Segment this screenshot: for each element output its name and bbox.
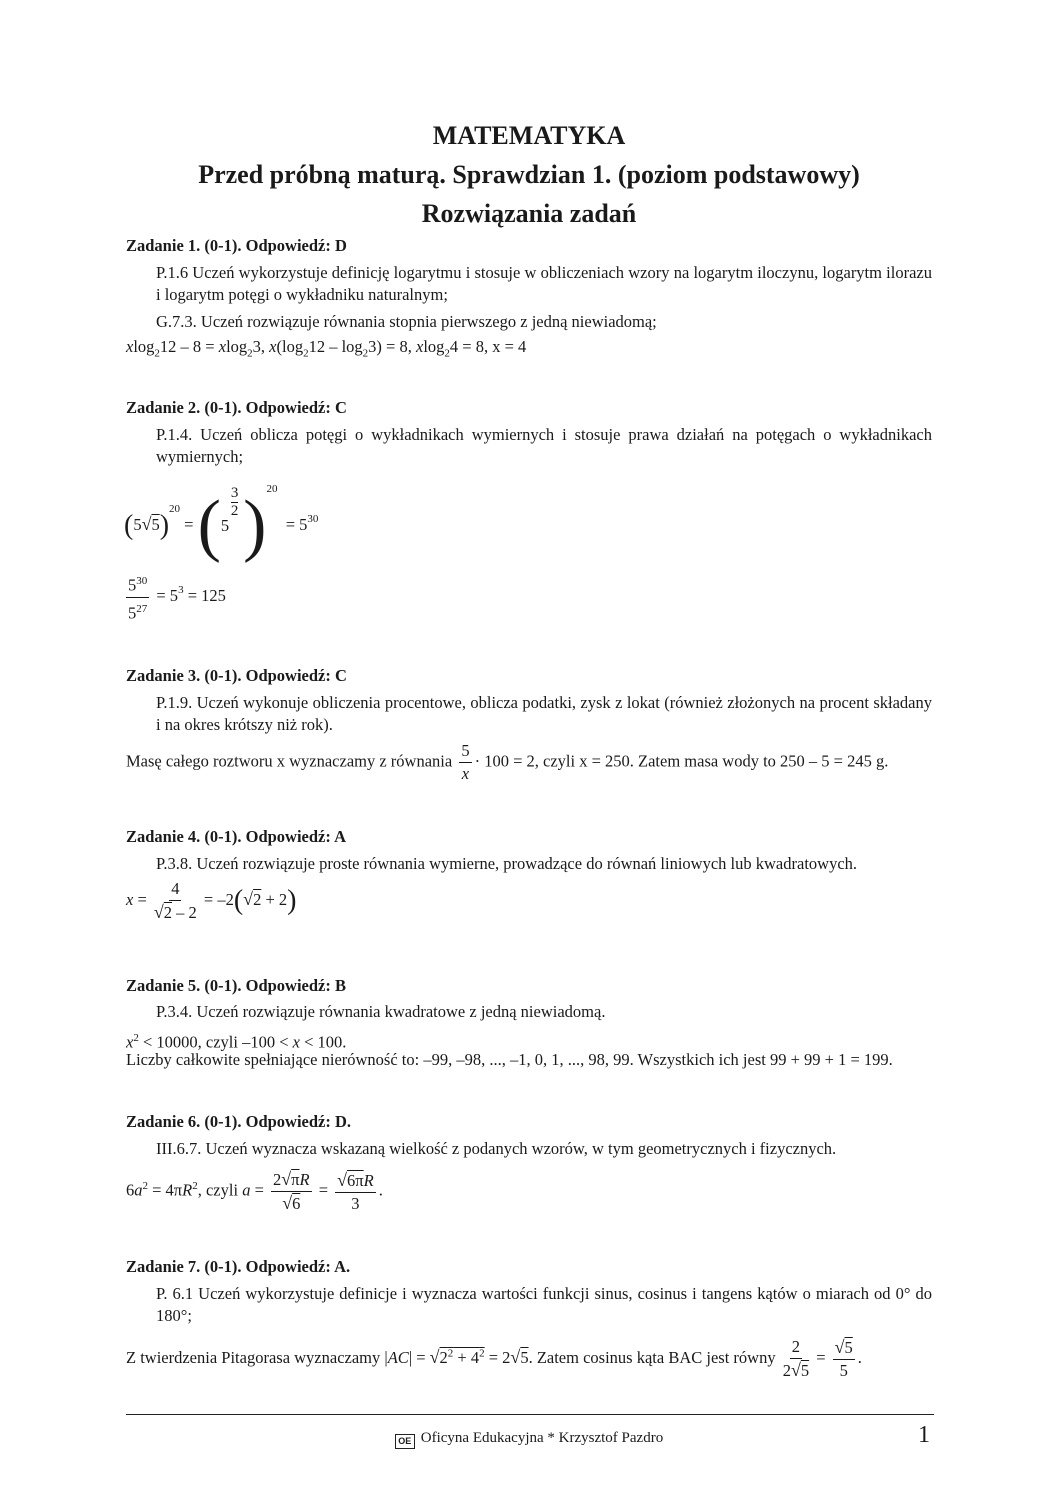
task-7-requirement: P. 6.1 Uczeń wykorzystuje definicje i wyznacza wartości funkcji sinus, cosinus i tangens kątów o miarach od 0° do 180°;: [156, 1284, 932, 1325]
task-6-solution: $6a^2 = 4\pi R^2$, czyli a = $\frac{2√\pi R}{√6}$ = $\frac{√6\pi R}{3}$ .: [126, 1169, 383, 1213]
task-5-solution-1: $x^2 < 10000$, czyli –100 < x < 100.: [126, 1032, 347, 1052]
task-3-solution-end: , czyli x = 250. Zatem masa wody to 250 – 5 = 245 g.: [534, 751, 889, 771]
task-1-requirement-2: G.7.3. Uczeń rozwiązuje równania stopnia pierwszego z jedną niewiadomą;: [156, 312, 657, 331]
task-2-heading: Zadanie 2. (0-1). Odpowiedź: C: [126, 398, 347, 417]
task-3-requirement: P.1.9. Uczeń wykonuje obliczenia procentowe, oblicza podatki, zysk z lokat (również złożonych na procent składany i na okres krótszy niż rok).: [156, 693, 932, 734]
title-subject: MATEMATYKA: [432, 121, 626, 150]
task-5-heading: Zadanie 5. (0-1). Odpowiedź: B: [126, 976, 347, 995]
page-number: 1: [918, 1422, 930, 1448]
publisher-logo-icon: OE: [395, 1434, 415, 1449]
task-7-solution-start: Z twierdzenia Pitagorasa wyznaczamy: [126, 1347, 381, 1367]
task-1-solution: xlog$_2$12 – 8 = xlog$_2$3, $x(\log_212 - \log_23) = 8$, xlog$_2$4 = 8, x = 4: [126, 337, 527, 360]
title-block: [0, 116, 1058, 233]
task-2-equation-1: $(5√5)^{20} = (5$ 3 2 )$^{20} = 5^{30}$: [124, 483, 319, 565]
task-7-heading: Zadanie 7. (0-1). Odpowiedź: A.: [126, 1257, 351, 1276]
task-2-equation-2: $\frac{5^{30}}{5^{27}}$ = $5^3 = 125$: [126, 572, 226, 622]
task-3-heading: Zadanie 3. (0-1). Odpowiedź: C: [126, 666, 347, 685]
task-2-requirement: P.1.4. Uczeń oblicza potęgi o wykładnikach wymiernych i stosuje prawa działań na potęgach o wykładnikach wymiernych;: [156, 425, 932, 466]
task-5-solution-2: Liczby całkowite spełniające nierówność to: –99, –98, ..., –1, 0, 1, ..., 98, 99. Wszystkich ich jest 99 + 99 + 1 = 199.: [126, 1050, 893, 1069]
task-5-requirement: P.3.4. Uczeń rozwiązuje równania kwadratowe z jedną niewiadomą.: [156, 1002, 606, 1021]
footer-divider: [126, 1414, 934, 1415]
task-1-heading: Zadanie 1. (0-1). Odpowiedź: D: [126, 236, 347, 255]
footer-publisher: Oficyna Edukacyjna * Krzysztof Pazdro: [420, 1430, 664, 1446]
task-1-requirement-1: P.1.6 Uczeń wykorzystuje definicję logarytmu i stosuje w obliczeniach wzory na logarytm iloczynu, logarytm ilorazu i logarytm potęgi o wykładniku naturalnym;: [156, 263, 932, 304]
title-sub: Rozwiązania zadań: [421, 199, 637, 228]
task-4-requirement: P.3.8. Uczeń rozwiązuje proste równania wymierne, prowadzące do równań liniowych lub kwadratowych.: [156, 854, 858, 873]
task-4-heading: Zadanie 4. (0-1). Odpowiedź: A: [126, 827, 347, 846]
task-7-solution: Z twierdzenia Pitagorasa wyznaczamy $|AC| = √2^2 + 4^2 = 2√5$. Zatem cosinus kąta BAC jest równy $\frac{2}{2√5}$ = $\frac{√5}{5}$ .: [126, 1337, 862, 1380]
task-4-solution: x = $\frac{4}{√2 - 2}$ = –2(√2 + 2): [126, 879, 297, 922]
footer: [0, 1430, 1058, 1449]
task-6-heading: Zadanie 6. (0-1). Odpowiedź: D.: [126, 1112, 352, 1131]
task-7-solution-mid: . Zatem cosinus kąta BAC jest równy: [528, 1347, 776, 1367]
task-3-solution-start: Masę całego roztworu x wyznaczamy z równania: [126, 751, 453, 771]
title-main: Przed próbną maturą. Sprawdzian 1. (poziom podstawowy): [198, 160, 860, 189]
task-3-solution: Masę całego roztworu x wyznaczamy z równania $\frac{5}{x}$ · 100 = 2, czyli x = 250. Zatem masa wody to 250 – 5 = 245 g.: [126, 741, 889, 783]
task-6-requirement: III.6.7. Uczeń wyznacza wskazaną wielkość z podanych wzorów, w tym geometrycznych i fizycznych.: [156, 1139, 837, 1158]
